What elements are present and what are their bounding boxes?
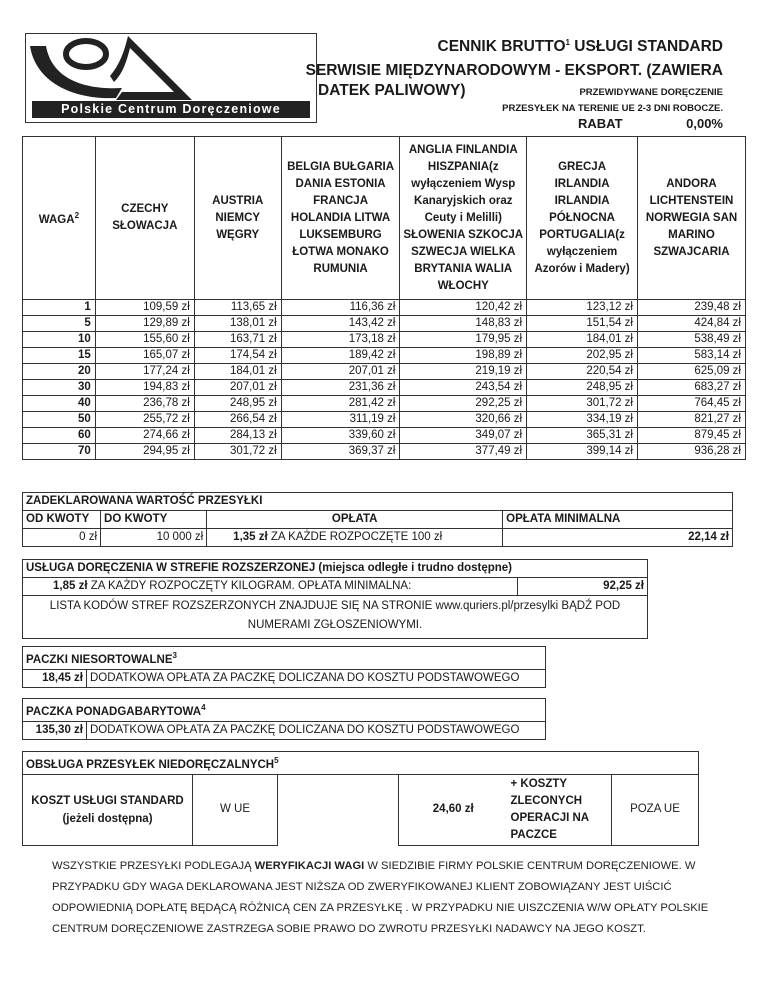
extended-fee-text: ZA KAŻDY ROZPOCZĘTY KILOGRAM. OPŁATA MINIMALNA: — [87, 580, 412, 592]
price-cell: 184,01 zł — [527, 332, 638, 348]
title-line-3: DATEK PALIWOWY) — [318, 82, 466, 99]
logo-mark-icon — [26, 34, 316, 104]
fee-amount: 1,35 zł — [233, 531, 268, 543]
price-cell: 821,27 zł — [638, 412, 746, 428]
price-cell: 189,42 zł — [281, 348, 400, 364]
price-cell: 120,42 zł — [400, 300, 527, 316]
unsortable-text: DODATKOWA OPŁATA ZA PACZKĘ DOLICZANA DO KOSZTU PODSTAWOWEGO — [87, 669, 546, 687]
footnote-ref: 3 — [172, 651, 177, 660]
price-cell: 116,36 zł — [281, 300, 400, 316]
outside-eu-label: POZA UE — [612, 774, 699, 845]
price-cell: 583,14 zł — [638, 348, 746, 364]
price-cell: 936,28 zł — [638, 444, 746, 460]
undeliverable-extra: + KOSZTY ZLECONYCH OPERACJI NA PACZCE — [508, 774, 612, 845]
weight-verification-note — [52, 856, 732, 940]
weight-cell: 10 — [23, 332, 96, 348]
price-cell: 194,83 zł — [95, 380, 194, 396]
weight-header-text: WAGA — [38, 213, 75, 226]
note-part-1: WSZYSTKIE PRZESYŁKI PODLEGAJĄ — [52, 860, 255, 872]
price-cell: 151,54 zł — [527, 316, 638, 332]
to-value: 10 000 zł — [101, 529, 207, 547]
fee-cell — [207, 529, 503, 547]
price-cell: 879,45 zł — [638, 428, 746, 444]
price-cell: 281,42 zł — [281, 396, 400, 412]
price-cell: 294,95 zł — [95, 444, 194, 460]
declared-value-title: ZADEKLAROWANA WARTOŚĆ PRZESYŁKI — [23, 493, 733, 511]
table-row — [23, 380, 746, 396]
weight-cell: 15 — [23, 348, 96, 364]
unsortable-title-text: PACZKI NIESORTOWALNE — [26, 653, 173, 666]
price-cell: 198,89 zł — [400, 348, 527, 364]
info-line-1: LISTA KODÓW STREF ROZSZERZONYCH ZNAJDUJE SIĘ NA STRONIE www.quriers.pl/przesylki BĄDŹ POD — [49, 600, 621, 612]
fee-text: ZA KAŻDE ROZPOCZĘTE 100 zł — [267, 531, 443, 543]
oversize-text: DODATKOWA OPŁATA ZA PACZKĘ DOLICZANA DO KOSZTU PODSTAWOWEGO — [87, 721, 546, 739]
price-cell: 625,09 zł — [638, 364, 746, 380]
weight-cell: 1 — [23, 300, 96, 316]
price-cell: 301,72 zł — [527, 396, 638, 412]
price-cell: 109,59 zł — [95, 300, 194, 316]
footnote-ref: 5 — [274, 756, 279, 765]
price-cell: 155,60 zł — [95, 332, 194, 348]
price-cell: 239,48 zł — [638, 300, 746, 316]
undeliverable-cost-label — [23, 774, 193, 845]
price-cell: 339,60 zł — [281, 428, 400, 444]
unsortable-amount: 18,45 zł — [23, 669, 87, 687]
price-cell: 236,78 zł — [95, 396, 194, 412]
price-cell: 243,54 zł — [400, 380, 527, 396]
table-row — [23, 364, 746, 380]
table-row — [23, 396, 746, 412]
unsortable-title — [23, 647, 546, 670]
extended-fee-cell — [23, 578, 518, 596]
price-cell: 292,25 zł — [400, 396, 527, 412]
price-cell: 184,01 zł — [194, 364, 281, 380]
price-cell: 369,37 zł — [281, 444, 400, 460]
undeliverable-amount: 24,60 zł — [399, 774, 508, 845]
extended-zone-table — [22, 559, 648, 639]
price-cell: 202,95 zł — [527, 348, 638, 364]
price-table — [22, 136, 746, 460]
col-fee: OPŁATA — [207, 511, 503, 529]
oversize-title — [23, 699, 546, 722]
price-cell: 274,66 zł — [95, 428, 194, 444]
weight-cell: 50 — [23, 412, 96, 428]
unsortable-table — [22, 646, 546, 688]
undeliverable-title-text: OBSŁUGA PRZESYŁEK NIEDORĘCZALNYCH — [26, 758, 275, 771]
footnote-ref: 1 — [565, 38, 570, 47]
from-value: 0 zł — [23, 529, 101, 547]
price-cell: 219,19 zł — [400, 364, 527, 380]
price-cell: 179,95 zł — [400, 332, 527, 348]
price-cell: 320,66 zł — [400, 412, 527, 428]
price-cell: 138,01 zł — [194, 316, 281, 332]
table-row — [23, 332, 746, 348]
note-bold: WERYFIKACJI WAGI — [254, 860, 365, 872]
price-cell: 424,84 zł — [638, 316, 746, 332]
table-row — [23, 444, 746, 460]
price-cell: 113,65 zł — [194, 300, 281, 316]
undeliverable-table — [22, 751, 699, 846]
price-cell: 399,14 zł — [527, 444, 638, 460]
zone-header-3: BELGIA BUŁGARIA DANIA ESTONIA FRANCJA HOLANDIA LITWA LUKSEMBURG ŁOTWA MONAKO RUMUNIA — [281, 137, 400, 300]
price-cell: 177,24 zł — [95, 364, 194, 380]
zone-header-6: ANDORA LICHTENSTEIN NORWEGIA SAN MARINO SZWAJCARIA — [638, 137, 746, 300]
table-row — [23, 316, 746, 332]
price-cell: 129,89 zł — [95, 316, 194, 332]
note-part-2: W SIEDZIBIE FIRMY POLSKIE CENTRUM DORĘCZENIOWE. W PRZYPADKU GDY WAGA DEKLAROWANA JEST NIŻSZA OD ZWERYFIKOWANEJ KLIENT ZOBOWIĄZANY JEST UIŚCIĆ ODPOWIEDNIĄ DOPŁATĘ BĘDĄCĄ RÓŻNICĄ CEN ZA PRZESYŁKĘ . W PRZYPADKU NIE UISZCZENIA W/W OPŁATY POLSKIE CENTRUM DORĘCZENIOWE ZASTRZEGA SOBIE PRAWO DO ZWROTU PRZESYŁKI NADAWCY NA JEGO KOSZT. — [52, 860, 709, 935]
table-row — [23, 428, 746, 444]
weight-header — [23, 137, 96, 300]
price-cell: 764,45 zł — [638, 396, 746, 412]
zone-header-4: ANGLIA FINLANDIA HISZPANIA(z wyłączeniem Wysp Kanaryjskich oraz Ceuty i Melilli) SŁOWENIA SZKOCJA SZWECJA WIELKA BRYTANIA WALIA WŁOCHY — [400, 137, 527, 300]
price-cell: 207,01 zł — [194, 380, 281, 396]
rabat-label: RABAT — [578, 116, 623, 131]
rabat-value: 0,00% — [686, 116, 723, 131]
extended-min-fee: 92,25 zł — [518, 578, 648, 596]
price-cell: 207,01 zł — [281, 364, 400, 380]
price-cell: 174,54 zł — [194, 348, 281, 364]
price-cell: 284,13 zł — [194, 428, 281, 444]
weight-cell: 5 — [23, 316, 96, 332]
price-cell: 538,49 zł — [638, 332, 746, 348]
zone-header-2: AUSTRIA NIEMCY WĘGRY — [194, 137, 281, 300]
footnote-ref: 2 — [74, 211, 80, 221]
price-cell: 163,71 zł — [194, 332, 281, 348]
weight-cell: 40 — [23, 396, 96, 412]
cost-label-2: (jeżeli dostępna) — [62, 812, 153, 825]
price-cell: 123,12 zł — [527, 300, 638, 316]
price-cell: 311,19 zł — [281, 412, 400, 428]
undeliverable-title — [23, 752, 699, 775]
company-logo — [25, 33, 317, 123]
in-eu-label: W UE — [193, 774, 278, 845]
logo-band-text: Polskie Centrum Doręczeniowe — [32, 101, 310, 118]
weight-cell: 60 — [23, 428, 96, 444]
price-cell: 349,07 zł — [400, 428, 527, 444]
title-text: CENNIK BRUTTO — [437, 38, 566, 56]
oversize-amount: 135,30 zł — [23, 721, 87, 739]
col-min-fee: OPŁATA MINIMALNA — [503, 511, 733, 529]
page-title — [438, 38, 723, 56]
price-cell: 266,54 zł — [194, 412, 281, 428]
table-row — [23, 412, 746, 428]
price-cell: 377,49 zł — [400, 444, 527, 460]
oversize-title-text: PACZKA PONADGABARYTOWA — [26, 705, 202, 718]
price-cell: 220,54 zł — [527, 364, 638, 380]
extended-zone-info — [23, 596, 648, 639]
weight-cell: 70 — [23, 444, 96, 460]
table-row — [23, 348, 746, 364]
zone-header-1: CZECHY SŁOWACJA — [95, 137, 194, 300]
price-cell: 301,72 zł — [194, 444, 281, 460]
weight-cell: 20 — [23, 364, 96, 380]
declared-value-table — [22, 492, 733, 547]
col-to: DO KWOTY — [101, 511, 207, 529]
zone-header-5: GRECJA IRLANDIA IRLANDIA PÓŁNOCNA PORTUGALIA(z wyłączeniem Azorów i Madery) — [527, 137, 638, 300]
delivery-info-2: PRZESYŁEK NA TERENIE UE 2-3 DNI ROBOCZE. — [502, 103, 723, 114]
price-cell: 173,18 zł — [281, 332, 400, 348]
price-cell: 334,19 zł — [527, 412, 638, 428]
price-cell: 255,72 zł — [95, 412, 194, 428]
price-cell: 165,07 zł — [95, 348, 194, 364]
price-cell: 683,27 zł — [638, 380, 746, 396]
price-cell: 248,95 zł — [527, 380, 638, 396]
title-text-rest: USŁUGI STANDARD — [570, 38, 723, 56]
cost-label-1: KOSZT USŁUGI STANDARD — [31, 794, 184, 807]
spacer-cell — [278, 774, 399, 845]
min-fee-value: 22,14 zł — [503, 529, 733, 547]
price-cell: 143,42 zł — [281, 316, 400, 332]
price-cell: 248,95 zł — [194, 396, 281, 412]
extended-zone-title: USŁUGA DORĘCZENIA W STREFIE ROZSZERZONEJ (miejsca odległe i trudno dostępne) — [23, 560, 648, 578]
info-line-2: NUMERAMI ZGŁOSZENIOWYMI. — [247, 619, 423, 631]
price-cell: 365,31 zł — [527, 428, 638, 444]
oversize-table — [22, 698, 546, 740]
footnote-ref: 4 — [201, 703, 206, 712]
table-row — [23, 300, 746, 316]
delivery-info-1: PRZEWIDYWANE DORĘCZENIE — [579, 87, 723, 98]
price-cell: 231,36 zł — [281, 380, 400, 396]
col-from: OD KWOTY — [23, 511, 101, 529]
price-cell: 148,83 zł — [400, 316, 527, 332]
weight-cell: 30 — [23, 380, 96, 396]
extended-fee-amount: 1,85 zł — [53, 580, 88, 592]
title-line-2: SERWISIE MIĘDZYNARODOWYM - EKSPORT. (ZAWIERA — [305, 62, 723, 79]
